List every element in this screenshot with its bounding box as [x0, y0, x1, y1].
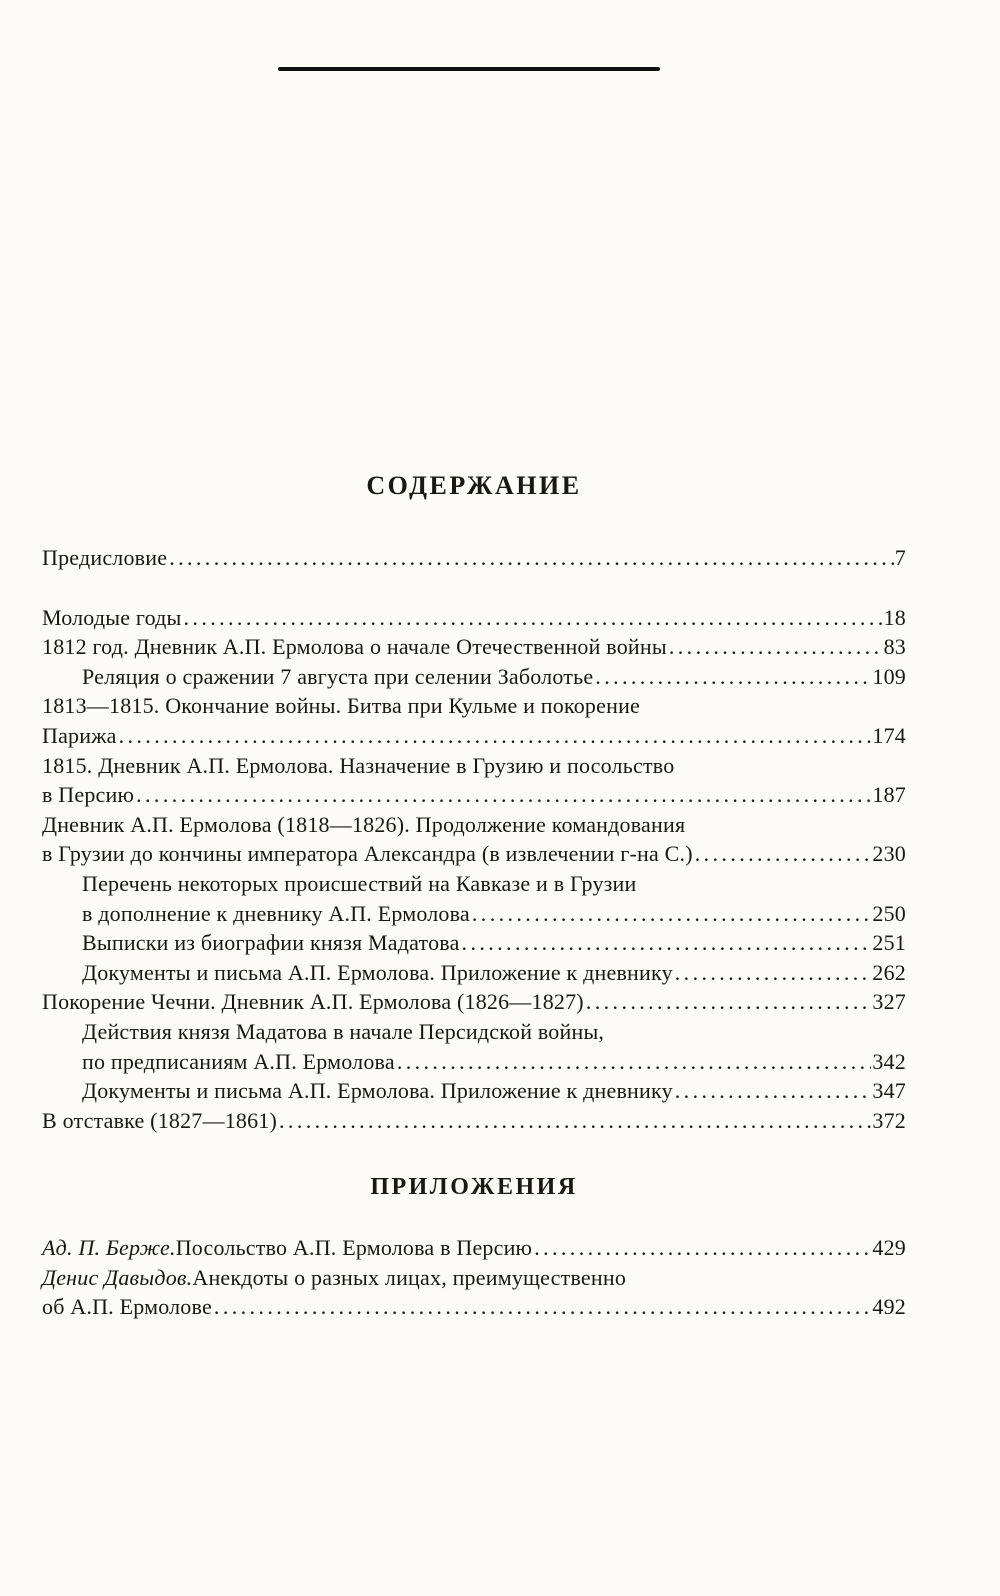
dot-leader: [669, 632, 883, 662]
dot-leader: [675, 1076, 872, 1106]
toc-page-number: 372: [872, 1107, 906, 1133]
toc-entry-text: В отставке (1827—1861): [42, 1107, 278, 1133]
toc-line: [42, 899, 906, 929]
toc-entry-text: Выписки из биографии князя Мадатова: [82, 930, 460, 956]
toc-entry-text: Перечень некоторых происшествий на Кавказе и в Грузии: [82, 870, 637, 896]
toc-line: [42, 543, 906, 573]
toc-line: [42, 1233, 906, 1263]
dot-leader: [169, 543, 894, 573]
toc-author-name: Ад. П. Берже.: [42, 1235, 176, 1261]
toc-line: [42, 780, 906, 810]
dot-leader: [136, 780, 871, 810]
contents-title: СОДЕРЖАНИЕ: [366, 471, 582, 500]
toc-entry-text: Документы и письма А.П. Ермолова. Приложение к дневнику: [82, 959, 673, 985]
toc-page-number: 342: [872, 1048, 906, 1074]
dot-leader: [675, 958, 872, 988]
toc-entry-text: 1813—1815. Окончание войны. Битва при Кульме и покорение: [42, 693, 641, 719]
toc-page-number: 251: [872, 930, 906, 956]
dot-leader: [279, 1106, 871, 1136]
contents-list: [42, 543, 906, 1135]
toc-entry-text: Анекдоты о разных лицах, преимущественно: [192, 1264, 627, 1290]
table-of-contents: [42, 473, 906, 1322]
toc-line: [42, 958, 906, 988]
dot-leader: [695, 839, 872, 869]
toc-line: [42, 691, 906, 721]
toc-page-number: 109: [872, 663, 906, 689]
toc-entry-text: по предписаниям А.П. Ермолова: [82, 1048, 395, 1074]
toc-line: [42, 869, 906, 899]
toc-page-number: 174: [872, 722, 906, 748]
toc-entry-text: Покорение Чечни. Дневник А.П. Ермолова (1826—1827): [42, 989, 584, 1015]
toc-entry-text: 1815. Дневник А.П. Ермолова. Назначение в Грузию и посольство: [42, 752, 675, 778]
toc-line: [42, 1047, 906, 1077]
toc-entry-text: Молодые годы: [42, 604, 182, 630]
toc-page-number: 347: [872, 1078, 906, 1104]
header-rule: [278, 67, 660, 71]
toc-line: [42, 632, 906, 662]
dot-leader: [119, 721, 872, 751]
dot-leader: [586, 987, 872, 1017]
toc-line: [42, 810, 906, 840]
toc-entry-text: 1812 год. Дневник А.П. Ермолова о начале Отечественной войны: [42, 634, 667, 660]
dot-leader: [462, 928, 872, 958]
toc-line: [42, 751, 906, 781]
dot-leader: [184, 603, 883, 633]
toc-line: [42, 928, 906, 958]
appendix-list: [42, 1233, 906, 1322]
dot-leader: [472, 899, 872, 929]
toc-entry-text: Документы и письма А.П. Ермолова. Приложение к дневнику: [82, 1078, 673, 1104]
toc-page-number: 187: [872, 782, 906, 808]
toc-page-number: 429: [872, 1235, 906, 1261]
toc-line: [42, 1263, 906, 1293]
toc-entry-text: Предисловие: [42, 545, 168, 570]
dot-leader: [595, 662, 871, 692]
toc-line: [42, 1106, 906, 1136]
toc-page-number: 492: [872, 1294, 906, 1320]
dot-leader: [534, 1233, 871, 1263]
toc-page-number: 7: [894, 545, 906, 570]
toc-entry-text: Дневник А.П. Ермолова (1818—1826). Продолжение командования: [42, 811, 686, 837]
toc-entry-text: Действия князя Мадатова в начале Персидской войны,: [82, 1018, 605, 1044]
appendix-title: ПРИЛОЖЕНИЯ: [370, 1174, 578, 1201]
dot-leader: [214, 1292, 871, 1322]
toc-page-number: 262: [872, 959, 906, 985]
toc-entry-text: в Грузии до кончины императора Александра (в извлечении г-на С.): [42, 841, 693, 867]
dot-leader: [397, 1047, 872, 1077]
toc-line: [42, 987, 906, 1017]
toc-line: [42, 839, 906, 869]
toc-line: [42, 662, 906, 692]
toc-author-name: Денис Давыдов.: [42, 1264, 193, 1290]
toc-entry-text: в дополнение к дневнику А.П. Ермолова: [82, 900, 470, 926]
toc-line: [42, 1292, 906, 1322]
toc-line: [42, 1076, 906, 1106]
toc-line: [42, 603, 906, 633]
toc-entry-text: Реляция о сражении 7 августа при селении Заболотье: [82, 663, 594, 689]
toc-page-number: 83: [883, 634, 906, 660]
toc-line: [42, 721, 906, 751]
toc-page-number: 18: [883, 604, 906, 630]
toc-entry-text: Парижа: [42, 722, 117, 748]
toc-page-number: 250: [872, 900, 906, 926]
toc-entry-text: в Персию: [42, 782, 135, 808]
toc-page-number: 230: [872, 841, 906, 867]
toc-entry-text: об А.П. Ермолове: [42, 1294, 212, 1320]
toc-page-number: 327: [872, 989, 906, 1015]
toc-entry-text: Посольство А.П. Ермолова в Персию: [175, 1235, 533, 1261]
toc-line: [42, 1017, 906, 1047]
